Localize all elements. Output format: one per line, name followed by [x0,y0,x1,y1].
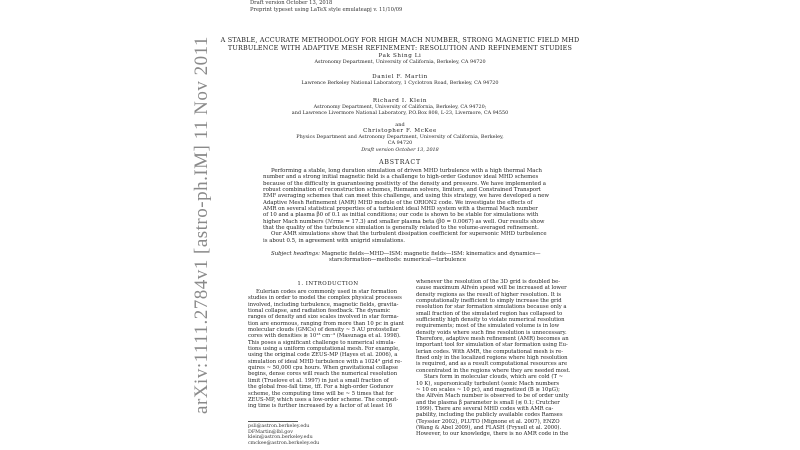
text-line: density voids where such fine resolution is unnecessary. [416,329,567,336]
author-affiliation: CA 94720 [387,140,413,147]
text-line: Eulerian codes are commonly used in star formation [256,289,397,295]
abstract-line: number and a strong initial magnetic field is a challenge to high-order Godunov ideal MHD schemes [263,174,539,181]
text-line: requirements; most of the simulated volume is in low [416,323,560,330]
text-line: (Teyssier 2002), PLUTO (Mignone et al. 2007), ENZO [416,418,560,425]
author-name: Richard I. Klein [372,98,428,104]
arxiv-identifier: arXiv:1111.2784v1 [astro-ph.IM] 11 Nov 2011 [191,36,212,414]
footnotes [248,424,408,446]
text-line: tion are enormous, ranging from more than 10 pc in giant [248,320,405,327]
text-line: using the original code ZEUS-MP (Hayes et al. 2006), a [248,352,398,359]
text-line: ranges of density and size scales involved in star forma- [248,314,399,321]
text-line: cores with densities ≳ 10¹³ cm⁻³ (Masunaga et al. 1998). [248,333,401,340]
text-line: quires ~ 50,000 cpu hours. When gravitational collapse [248,365,399,372]
footnote-rule [248,421,298,422]
text-line: lerian codes. With AMR, the computational mesh is re- [416,348,564,355]
text-line: studies in order to model the complex physical processes [248,295,402,302]
author-affiliation: Lawrence Berkeley National Laboratory, 1 Cyclotron Road, Berkeley, CA 94720 [301,80,499,86]
footnote-email[interactable]: psli@astron.berkeley.edu [248,424,310,429]
author-block-1 [250,53,550,65]
abstract-line: that the quality of the turbulence simulation is generally related to the volume-averaged refinement. [263,225,539,232]
author-name: Christopher F. McKee [363,128,437,134]
text-line: sufficiently high density to violate numerical resolution [416,317,565,324]
preprint-typeset-line: Preprint typeset using LaTeX style emulateapj v. 11/10/09 [250,6,403,13]
subject-terms-2: stars:formation—methods: numerical—turbulence [329,257,467,264]
title-line-1: A STABLE, ACCURATE METHODOLOGY FOR HIGH MACH NUMBER, STRONG MAGNETIC FIELD MHD [220,36,580,44]
text-line: scheme, the computing time will be ~ 5 times that for [248,390,394,397]
text-line: important tool for simulation of star formation using Eu- [416,342,568,349]
text-line: ZEUS-MP, which uses a low-order scheme. The comput- [248,396,399,403]
footnote-email[interactable]: klein@astron.berkeley.edu [248,435,313,441]
and-separator: and [395,122,405,128]
abstract-line: Performing a stable, long duration simulation of driven MHD turbulence with a high thermal Mach [271,168,542,174]
author-affiliation: Astronomy Department, University of California, Berkeley, CA 94720; [313,104,487,110]
text-line: tional collapse, and radiation feedback. The dynamic [248,308,391,315]
footnote-email[interactable]: DFMartin@lbl.gov [248,429,293,435]
author-affiliation: Physics Department and Astronomy Department, University of California, Berkeley, [296,134,504,140]
author-affiliation: and Lawrence Livermore National Laboratory, P.O.Box 808, L-23, Livermore, CA 94550 [291,110,509,117]
preprint-header [250,0,550,13]
text-line: However, to our knowledge, there is no AMR code in the [416,431,569,438]
paper-title [215,36,585,52]
draft-version-header: Draft version October 13, 2018 [250,0,333,6]
abstract-line: robust combination of reconstruction schemes, Riemann solvers, limiters, and Constrained Transport [263,187,541,194]
text-line: whenever the resolution of the 3D grid is doubled be- [416,279,560,285]
abstract-line: EMF averaging schemes that can meet this challenge, and using this strategy, we have developed a new [263,193,550,200]
text-line: is required, and as a result computational resources are [416,361,568,368]
text-line: cause maximum Alfvén speed will be increased at lower [416,285,567,292]
abstract-line: of 10 and a plasma β0 of 0.1 as initial conditions; our code is shown to be stable for simulations with [263,212,539,219]
text-line: concentrated in the regions where they are needed most. [416,367,571,374]
section-heading: 1. INTRODUCTION [297,281,359,287]
text-line: 1999). There are several MHD codes with AMR ca- [416,405,554,412]
abstract-line: because of the difficulty in guaranteeing positivity of the density and pressure. We have implemented a [263,180,547,187]
text-line: involved, including turbulence, magnetic fields, gravita- [248,301,399,308]
author-name: Pak Shing Li [378,53,422,59]
abstract-body [263,168,553,244]
text-line: density regions as the result of higher resolution. It is [416,291,562,298]
title-line-2: TURBULENCE WITH ADAPTIVE MESH REFINEMENT: RESOLUTION AND REFINEMENT STUDIES [227,44,573,52]
author-block-4 [250,128,550,153]
text-line: This poses a significant challenge to numerical simula- [248,339,396,346]
author-block-2 [250,74,550,86]
author-name: Daniel F. Martin [372,74,428,80]
footnote-email[interactable]: cmckee@astron.berkeley.edu [248,440,320,446]
text-line: computationally inefficient to simply increase the grid [416,298,562,305]
subject-terms-1: Magnetic fields—MHD—ISM: magnetic fields—ISM: kinematics and dynamics— [321,251,541,257]
abstract-line: Our AMR simulations show that the turbulent dissipation coefficient for supersonic MHD turbulence [271,231,547,238]
text-line: molecular clouds (GMCs) of density ~ 5 AU protostellar [248,327,399,334]
text-line: Therefore, adaptive mesh refinement (AMR) becomes an [416,336,569,343]
text-line: the Alfvén Mach number is observed to be of order unity [416,393,569,400]
text-line: tions using a uniform computational mesh. For example, [248,346,400,353]
text-line: ~ 10 on scales ~ 10 pc), and magnetized (B ≳ 10μG); [416,386,560,393]
draft-version-date: Draft version October 13, 2018 [361,146,439,153]
text-line: pability, including the publicly available codes Ramses [416,412,563,419]
text-line: the global free-fall time, tff. For a high-order Godunov [248,384,394,391]
abstract-heading: ABSTRACT [379,159,421,166]
abstract-line: is about 0.5, in agreement with unigrid simulations. [263,237,406,244]
text-line: limit (Truelove et al. 1997) in just a small fraction of [248,377,389,384]
abstract-line: higher Mach numbers (ℳrms = 17.3) and smaller plasma beta (β0 = 0.0067) as well. Our results show [263,218,545,225]
text-line: 10 K), supersonically turbulent (sonic Mach numbers [416,380,560,387]
text-line: small fraction of the simulated region has collapsed to [416,310,563,317]
text-line: begins, dense cores will reach the numerical resolution [248,371,398,378]
subject-label: Subject headings: [271,251,320,257]
text-line: ing time is further increased by a factor of at least 16 [248,403,393,410]
abstract-line: Adaptive Mesh Refinement (AMR) MHD module of the ORION2 code. We investigate the effects of [263,199,533,206]
text-line: simulation of ideal MHD turbulence with a 1024³ grid re- [248,358,402,365]
author-affiliation: Astronomy Department, University of California, Berkeley, CA 94720 [314,59,486,65]
left-column [248,289,408,410]
abstract-line: AMR on several statistical properties of a turbulent ideal MHD system with a thermal Mach number [263,206,538,213]
subject-headings [271,251,561,264]
author-block-3 [250,98,550,117]
text-line: and the plasma β parameter is small (≲ 0.1; Crutcher [416,399,560,406]
text-line: resolution for star formation simulations because only a [416,304,567,311]
text-line: (Wang & Abel 2009), and FLASH (Fryxell et al. 2000). [416,424,562,431]
text-line: fined only in the localized regions where high resolution [416,355,568,362]
right-column [416,279,578,438]
text-line: Stars form in molecular clouds, which are cold (T ~ [424,374,564,381]
